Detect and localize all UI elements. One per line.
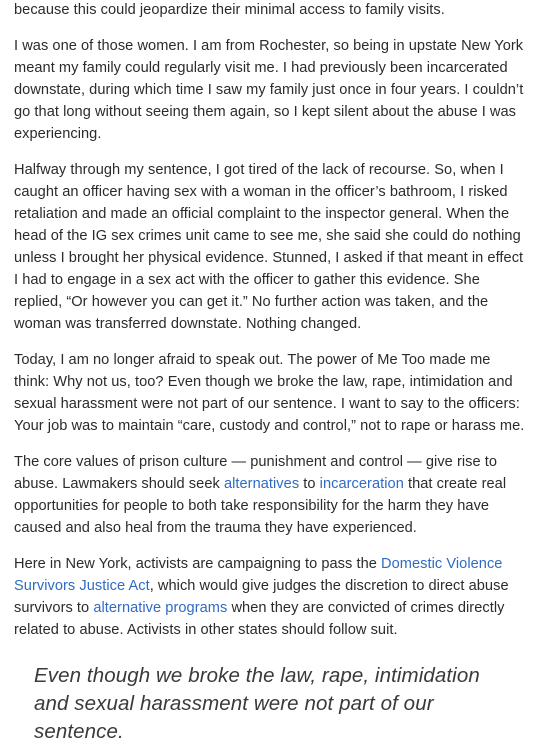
article-paragraph-3: Halfway through my sentence, I got tired of the lack of recourse. So, when I caught an officer having sex with a woman in the officer’s bathroom, I risked retaliation and made an official complaint to the inspector general. When the head of the IG sex crimes unit came to see me, she said she could do nothing unless I brought her physical evidence. Stunned, I asked if that meant in effect I had to engage in a sex act with the officer to gather this evidence. She replied, “Or however you can get it.” No further action was taken, and the woman was transferred downstate. Nothing changed.: [14, 162, 524, 332]
article-paragraph-4: Today, I am no longer afraid to speak out. The power of Me Too made me think: Why not us, too? Even though we broke the law, rape, intimidation and sexual harassment were not part of our sentence. I want to say to the officers: Your job was to maintain “care, custody and control,” not to rape or harass me.: [14, 352, 525, 434]
paragraph-5-text-1: The core values of prison culture — punishment and control — give rise to abuse. Lawmakers should seek: [14, 454, 498, 492]
article-paragraph-6: [14, 553, 528, 641]
paragraph-6-text-3: when they are convicted of crimes directly related to abuse. Activists in other states should follow suit.: [14, 600, 505, 638]
paragraph-6-text-2: , which would give judges the discretion to direct abuse survivors to: [14, 578, 509, 616]
article-paragraph-5: [14, 451, 528, 539]
pull-quote: Even though we broke the law, rape, intimidation and sexual harassment were not part of our sentence.: [34, 664, 480, 743]
article-paragraph-2: I was one of those women. I am from Rochester, so being in upstate New York meant my family could regularly visit me. I had previously been incarcerated downstate, during which time I saw my family just once in four years. I couldn’t go that long without seeing them again, so I kept silent about the abuse I was experiencing.: [14, 38, 524, 142]
paragraph-5-text-2: to: [299, 476, 320, 492]
paragraph-6-text-1: Here in New York, activists are campaigning to pass the: [14, 556, 382, 572]
alternative-programs-link[interactable]: alternative programs: [93, 600, 228, 616]
domestic-violence-survivors-justice-act-link[interactable]: Domestic Violence Survivors Justice Act: [14, 556, 503, 594]
paragraph-5-text-3: that create real opportunities for people to both take responsibility for the harm they have caused and also heal from the trauma they have experienced.: [14, 476, 507, 536]
article-paragraph-1: because this could jeopardize their minimal access to family visits.: [14, 2, 445, 18]
alternatives-link[interactable]: alternatives: [223, 476, 300, 492]
article-body: [14, 0, 528, 641]
incarceration-link[interactable]: incarceration: [319, 476, 404, 492]
